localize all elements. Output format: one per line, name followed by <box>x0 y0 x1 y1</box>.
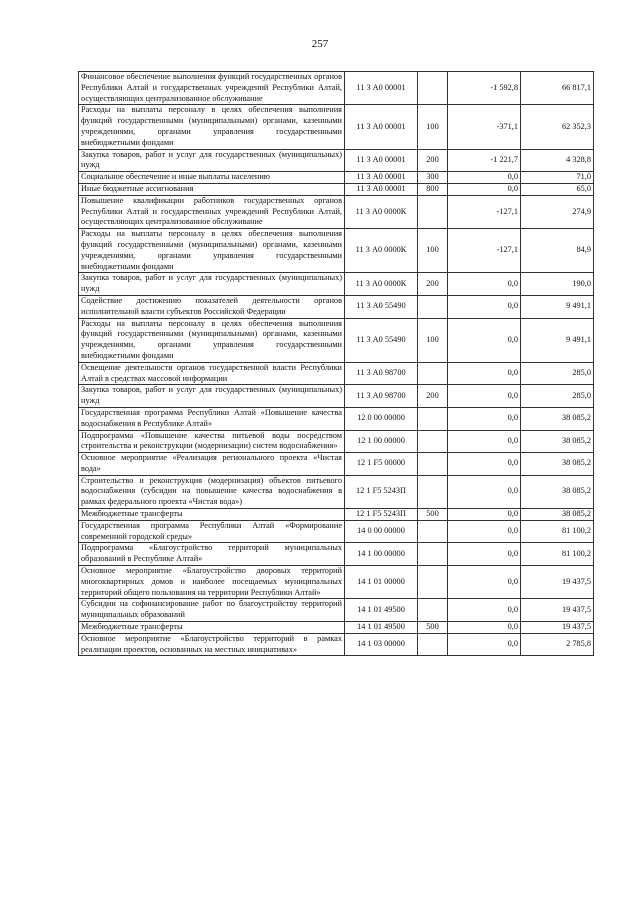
expense-type-cell <box>418 295 448 318</box>
total-amount-cell: 38 085,2 <box>521 407 594 430</box>
expense-name-cell: Основное мероприятие «Благоустройство дворовых территорий многоквартирных домов и наиболее посещаемых муниципальных территорий общего пользования на территории Республики Алтай» <box>79 566 345 599</box>
target-article-cell: 12 1 F5 00000 <box>345 453 418 476</box>
expense-name-cell: Подпрограмма «Благоустройство территорий муниципальных образований в Республике Алтай» <box>79 543 345 566</box>
total-amount-cell: 19 437,5 <box>521 599 594 622</box>
change-amount-cell: 0,0 <box>448 475 521 508</box>
expense-type-cell: 100 <box>418 229 448 273</box>
expense-name-cell: Межбюджетные трансферты <box>79 622 345 634</box>
expense-name-cell: Закупка товаров, работ и услуг для государственных (муниципальных) нужд <box>79 149 345 172</box>
total-amount-cell: 2 785,8 <box>521 633 594 656</box>
change-amount-cell: -1 592,8 <box>448 72 521 105</box>
target-article-cell: 11 3 А0 0000К <box>345 195 418 228</box>
table-row <box>79 633 594 656</box>
table-row <box>79 295 594 318</box>
total-amount-cell: 9 491,1 <box>521 318 594 362</box>
table-row <box>79 543 594 566</box>
target-article-cell: 11 3 А0 0000К <box>345 229 418 273</box>
total-amount-cell: 84,9 <box>521 229 594 273</box>
change-amount-cell: 0,0 <box>448 295 521 318</box>
expense-type-cell: 500 <box>418 509 448 521</box>
target-article-cell: 11 3 А0 00001 <box>345 172 418 184</box>
target-article-cell: 11 3 А0 0000К <box>345 273 418 296</box>
table-row <box>79 509 594 521</box>
table-row <box>79 183 594 195</box>
change-amount-cell: 0,0 <box>448 407 521 430</box>
change-amount-cell: 0,0 <box>448 622 521 634</box>
table-row <box>79 172 594 184</box>
expense-type-cell: 300 <box>418 172 448 184</box>
change-amount-cell: 0,0 <box>448 273 521 296</box>
change-amount-cell: -127,1 <box>448 195 521 228</box>
change-amount-cell: 0,0 <box>448 633 521 656</box>
expense-type-cell <box>418 599 448 622</box>
total-amount-cell: 71,0 <box>521 172 594 184</box>
expense-type-cell <box>418 566 448 599</box>
expense-type-cell: 100 <box>418 318 448 362</box>
expense-name-cell: Расходы на выплаты персоналу в целях обеспечения выполнения функций государственными (муниципальными) органами, казенными учреждениями, органами управления государственными внебюджетными фондами <box>79 105 345 149</box>
target-article-cell: 11 3 А0 98700 <box>345 362 418 385</box>
total-amount-cell: 9 491,1 <box>521 295 594 318</box>
expense-name-cell: Субсидии на софинансирование работ по благоустройству территорий муниципальных образований <box>79 599 345 622</box>
table-row <box>79 385 594 408</box>
target-article-cell: 12 0 00 00000 <box>345 407 418 430</box>
expense-name-cell: Межбюджетные трансферты <box>79 509 345 521</box>
total-amount-cell: 274,9 <box>521 195 594 228</box>
table-row <box>79 72 594 105</box>
table-row <box>79 430 594 453</box>
expense-type-cell: 100 <box>418 105 448 149</box>
expense-name-cell: Повышение квалификации работников государственных органов Республики Алтай и государственных учреждений Республики Алтай, осуществляющих централизованное обслуживание <box>79 195 345 228</box>
table-row <box>79 362 594 385</box>
target-article-cell: 11 3 А0 00001 <box>345 72 418 105</box>
change-amount-cell: 0,0 <box>448 543 521 566</box>
total-amount-cell: 81 100,2 <box>521 520 594 543</box>
change-amount-cell: -1 221,7 <box>448 149 521 172</box>
expense-type-cell <box>418 453 448 476</box>
change-amount-cell: 0,0 <box>448 566 521 599</box>
table-row <box>79 566 594 599</box>
target-article-cell: 12 1 F5 5243П <box>345 475 418 508</box>
change-amount-cell: 0,0 <box>448 385 521 408</box>
expense-type-cell <box>418 362 448 385</box>
target-article-cell: 14 1 01 49500 <box>345 622 418 634</box>
expense-name-cell: Иные бюджетные ассигнования <box>79 183 345 195</box>
change-amount-cell: 0,0 <box>448 318 521 362</box>
expense-name-cell: Социальное обеспечение и иные выплаты населению <box>79 172 345 184</box>
total-amount-cell: 190,0 <box>521 273 594 296</box>
target-article-cell: 14 1 00 00000 <box>345 543 418 566</box>
total-amount-cell: 38 085,2 <box>521 430 594 453</box>
total-amount-cell: 19 437,5 <box>521 566 594 599</box>
total-amount-cell: 38 085,2 <box>521 475 594 508</box>
expense-type-cell <box>418 543 448 566</box>
expense-type-cell <box>418 475 448 508</box>
expense-name-cell: Подпрограмма «Повышение качества питьевой воды посредством строительства и реконструкции (модернизации) систем водоснабжения» <box>79 430 345 453</box>
total-amount-cell: 38 085,2 <box>521 453 594 476</box>
expense-name-cell: Расходы на выплаты персоналу в целях обеспечения выполнения функций государственными (муниципальными) органами, казенными учреждениями, органами управления государственными внебюджетными фондами <box>79 229 345 273</box>
target-article-cell: 11 3 А0 00001 <box>345 149 418 172</box>
expense-type-cell <box>418 407 448 430</box>
change-amount-cell: 0,0 <box>448 509 521 521</box>
target-article-cell: 11 3 А0 98700 <box>345 385 418 408</box>
expense-name-cell: Основное мероприятие «Реализация регионального проекта «Чистая вода» <box>79 453 345 476</box>
total-amount-cell: 81 100,2 <box>521 543 594 566</box>
change-amount-cell: -127,1 <box>448 229 521 273</box>
table-row <box>79 520 594 543</box>
expense-name-cell: Строительство и реконструкция (модернизация) объектов питьевого водоснабжения (субсидии на повышение качества водоснабжения в рамках федерального проекта «Чистая вода») <box>79 475 345 508</box>
change-amount-cell: 0,0 <box>448 172 521 184</box>
budget-table-body <box>79 72 594 656</box>
expense-type-cell <box>418 195 448 228</box>
target-article-cell: 11 3 А0 55490 <box>345 295 418 318</box>
expense-name-cell: Основное мероприятие «Благоустройство территорий в рамках реализации проектов, основанных на местных инициативах» <box>79 633 345 656</box>
expense-name-cell: Содействие достижению показателей деятельности органов исполнительной власти субъектов Российской Федерации <box>79 295 345 318</box>
expense-type-cell: 800 <box>418 183 448 195</box>
expense-type-cell: 200 <box>418 385 448 408</box>
target-article-cell: 11 3 А0 00001 <box>345 183 418 195</box>
table-row <box>79 149 594 172</box>
change-amount-cell: 0,0 <box>448 599 521 622</box>
expense-name-cell: Государственная программа Республики Алтай «Повышение качества водоснабжения в Республике Алтай» <box>79 407 345 430</box>
expense-name-cell: Расходы на выплаты персоналу в целях обеспечения выполнения функций государственными (муниципальными) органами, казенными учреждениями, органами управления государственными внебюджетными фондами <box>79 318 345 362</box>
table-row <box>79 622 594 634</box>
target-article-cell: 14 1 01 00000 <box>345 566 418 599</box>
expense-name-cell: Финансовое обеспечение выполнения функций государственных органов Республики Алтай и государственных учреждений Республики Алтай, осуществляющих централизованное обслуживание <box>79 72 345 105</box>
expense-name-cell: Освещение деятельности органов государственной власти Республики Алтай в средствах массовой информации <box>79 362 345 385</box>
expense-type-cell: 200 <box>418 149 448 172</box>
table-row <box>79 318 594 362</box>
target-article-cell: 11 3 А0 55490 <box>345 318 418 362</box>
table-row <box>79 195 594 228</box>
expense-type-cell <box>418 430 448 453</box>
change-amount-cell: 0,0 <box>448 362 521 385</box>
page-number: 257 <box>311 38 329 50</box>
total-amount-cell: 66 817,1 <box>521 72 594 105</box>
target-article-cell: 11 3 А0 00001 <box>345 105 418 149</box>
change-amount-cell: 0,0 <box>448 430 521 453</box>
table-row <box>79 475 594 508</box>
expense-name-cell: Закупка товаров, работ и услуг для государственных (муниципальных) нужд <box>79 385 345 408</box>
expense-name-cell: Государственная программа Республики Алтай «Формирование современной городской среды» <box>79 520 345 543</box>
table-row <box>79 273 594 296</box>
change-amount-cell: 0,0 <box>448 183 521 195</box>
table-row <box>79 229 594 273</box>
change-amount-cell: -371,1 <box>448 105 521 149</box>
expense-type-cell <box>418 520 448 543</box>
change-amount-cell: 0,0 <box>448 453 521 476</box>
table-row <box>79 407 594 430</box>
target-article-cell: 14 0 00 00000 <box>345 520 418 543</box>
total-amount-cell: 65,0 <box>521 183 594 195</box>
table-row <box>79 105 594 149</box>
expense-type-cell: 500 <box>418 622 448 634</box>
total-amount-cell: 285,0 <box>521 362 594 385</box>
target-article-cell: 14 1 01 49500 <box>345 599 418 622</box>
expense-type-cell <box>418 72 448 105</box>
total-amount-cell: 19 437,5 <box>521 622 594 634</box>
total-amount-cell: 38 085,2 <box>521 509 594 521</box>
change-amount-cell: 0,0 <box>448 520 521 543</box>
total-amount-cell: 285,0 <box>521 385 594 408</box>
total-amount-cell: 4 328,8 <box>521 149 594 172</box>
table-row <box>79 453 594 476</box>
expense-type-cell <box>418 633 448 656</box>
expense-type-cell: 200 <box>418 273 448 296</box>
table-row <box>79 599 594 622</box>
target-article-cell: 14 1 03 00000 <box>345 633 418 656</box>
target-article-cell: 12 1 F5 5243П <box>345 509 418 521</box>
target-article-cell: 12 1 00 00000 <box>345 430 418 453</box>
budget-table <box>78 71 594 656</box>
total-amount-cell: 62 352,3 <box>521 105 594 149</box>
expense-name-cell: Закупка товаров, работ и услуг для государственных (муниципальных) нужд <box>79 273 345 296</box>
